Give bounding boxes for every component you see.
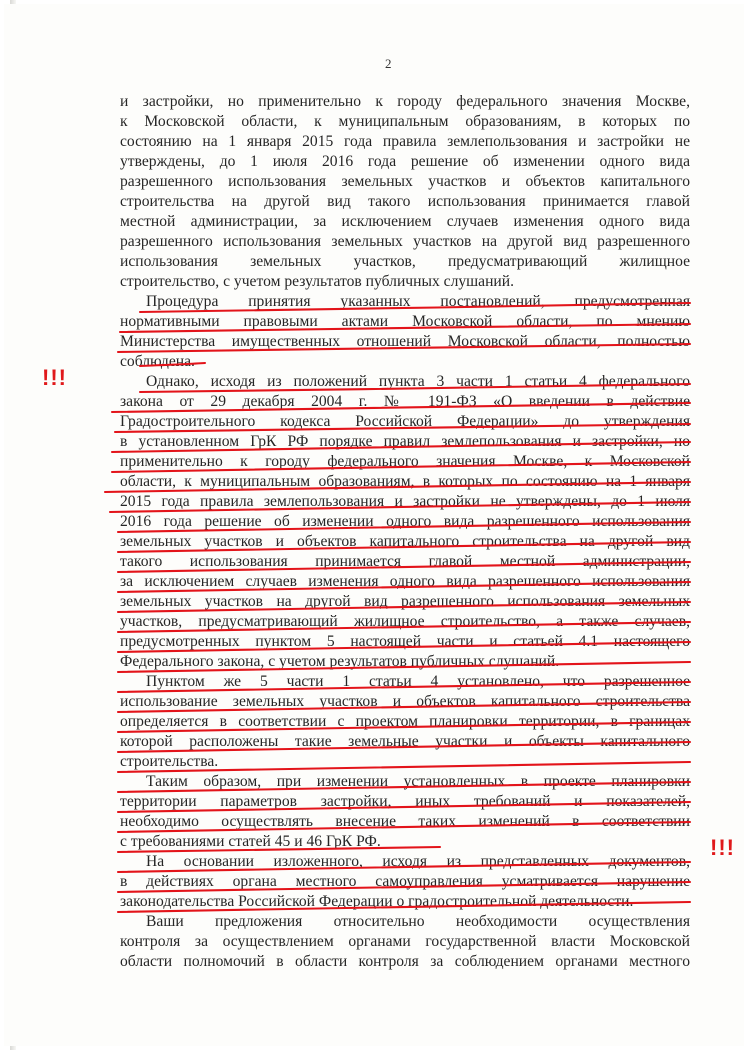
text-line: за исключением случаев изменения одного вида разрешенного использования bbox=[120, 573, 690, 590]
text-line: в установленном ГрК РФ порядке правил землепользования и застройки, но bbox=[120, 433, 690, 450]
text-line: Пунктом же 5 части 1 статьи 4 установлено, что разрешенное bbox=[146, 673, 690, 690]
text-line: соблюдена. bbox=[120, 353, 195, 370]
text-line: в действиях органа местного самоуправления усматривается нарушение bbox=[120, 873, 690, 890]
text-line: Министерства имущественных отношений Московской области, полностью bbox=[120, 333, 690, 350]
text-line: Федерального закона, с учетом результатов публичных слушаний. bbox=[120, 653, 560, 670]
text-line: законодательства Российской Федерации о градостроительной деятельности. bbox=[120, 893, 634, 910]
text-line: участков, предусматривающий жилищное строительство, а также случаев, bbox=[120, 613, 690, 630]
text-line: использования земельных участков, предусматривающий жилищное bbox=[120, 253, 690, 270]
text-line: строительство, с учетом результатов публичных слушаний. bbox=[120, 273, 515, 290]
text-line: местной администрации, за исключением случаев изменения одного вида bbox=[120, 213, 690, 230]
text-line: определяется в соответствии с проектом планировки территории, в границах bbox=[120, 713, 690, 730]
text-line: области, к муниципальным образованиям, в которых по состоянию на 1 января bbox=[120, 473, 690, 490]
text-line: На основании изложенного, исходя из представленных документов, bbox=[146, 853, 690, 870]
text-line: Таким образом, при изменении установленных в проекте планировки bbox=[146, 773, 690, 790]
text-line: 2016 года решение об изменении одного вида разрешенного использования bbox=[120, 513, 690, 530]
margin-mark-left: !!! bbox=[42, 365, 67, 390]
text-line: Градостроительного кодекса Российской Федерации» до утверждения bbox=[120, 413, 690, 430]
text-line: Процедура принятия указанных постановлений, предусмотренная bbox=[146, 293, 690, 310]
text-line: нормативными правовыми актами Московской области, по мнению bbox=[120, 313, 690, 330]
text-line: использование земельных участков и объектов капитального строительства bbox=[120, 693, 690, 710]
text-line: земельных участков и объектов капитального строительства на другой вид bbox=[120, 533, 690, 550]
text-line: с требованиями статей 45 и 46 ГрК РФ. bbox=[120, 833, 381, 850]
text-line: применительно к городу федерального значения Москве, к Московской bbox=[120, 453, 690, 470]
text-line: предусмотренных пунктом 5 настоящей части и статьей 4.1 настоящего bbox=[120, 633, 690, 650]
text-line: состоянию на 1 января 2015 года правила землепользования и застройки не bbox=[120, 133, 690, 150]
text-line: разрешенного использования земельных участков и объектов капитального bbox=[120, 173, 690, 190]
text-line: разрешенного использования земельных участков на другой вид разрешенного bbox=[120, 233, 690, 250]
text-line: которой расположены такие земельные участки и объекты капитального bbox=[120, 733, 690, 750]
text-line: контроля за осуществлением органами государственной власти Московской bbox=[120, 933, 690, 950]
text-line: необходимо осуществлять внесение таких изменений в соответствии bbox=[120, 813, 690, 830]
text-line: территории параметров застройки, иных требований и показателей, bbox=[120, 793, 690, 810]
text-line: Ваши предложения относительно необходимости осуществления bbox=[146, 913, 690, 930]
text-line: 2015 года правила землепользования и застройки не утверждены, до 1 июля bbox=[120, 493, 690, 510]
text-line: утверждены, до 1 июля 2016 года решение об изменении одного вида bbox=[120, 153, 690, 170]
text-line: земельных участков на другой вид разрешенного использования земельных bbox=[120, 593, 690, 610]
text-line: закона от 29 декабря 2004 г. № 191-ФЗ «О введении в действие bbox=[120, 393, 690, 410]
text-line: к Московской области, к муниципальным образованиям, в которых по bbox=[120, 113, 690, 130]
text-line: строительства на другой вид такого использования принимается главой bbox=[120, 193, 690, 210]
margin-mark-right: !!! bbox=[710, 835, 735, 860]
text-line: области полномочий в области контроля за соблюдением органами местного bbox=[120, 953, 690, 970]
page-number: 2 bbox=[385, 56, 392, 71]
text-line: строительства. bbox=[120, 753, 219, 770]
text-line: и застройки, но применительно к городу федерального значения Москве, bbox=[120, 93, 690, 110]
text-line: Однако, исходя из положений пункта 3 части 1 статьи 4 федерального bbox=[146, 373, 690, 390]
text-line: такого использования принимается главой местной администрации, bbox=[120, 553, 690, 570]
